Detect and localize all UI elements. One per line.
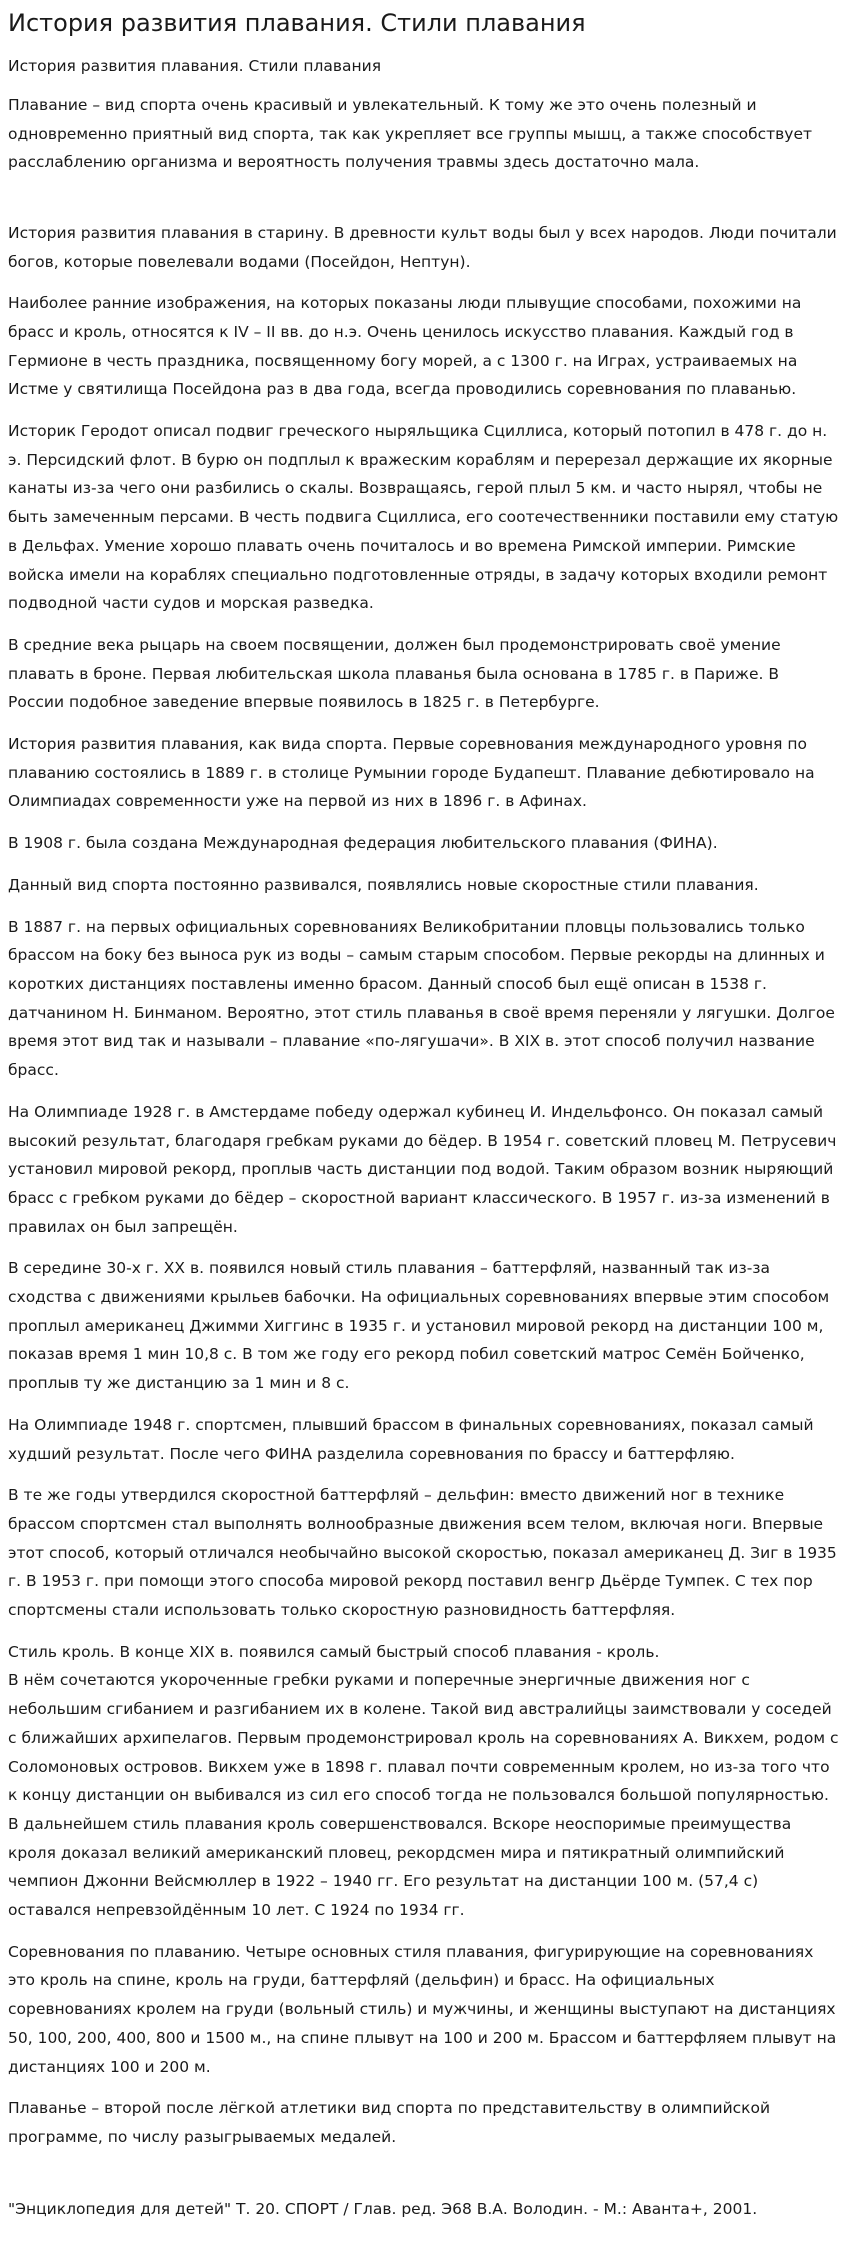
paragraph-ancient-history: История развития плавания в старину. В древности культ воды был у всех народов. Люди почитали богов, которые повелевали водами (Посейдон, Нептун). <box>8 223 837 271</box>
paragraph-olympics-1948: На Олимпиаде 1948 г. спортсмен, плывший брассом в финальных соревнованиях, показал самый худший результат. После чего ФИНА разделила соревнования по брассу и баттерфляю. <box>8 1415 814 1463</box>
paragraph-breaststroke: В 1887 г. на первых официальных соревнованиях Великобритании пловцы пользовались только брассом на боку без выноса рук из воды – самым старым способом. Первые рекорды на длинных и коротких дистанциях поставлены именно брасом. Данный способ был ещё описан в 1538 г. датчанином Н. Бинманом. Вероятно, этот стиль плаванья в своё время переняли у лягушки. Долгое время этот вид так и называли – плавание «по-лягушачи». В XIX в. этот способ получил название брасс. <box>8 917 835 1080</box>
paragraph-sport-history: История развития плавания, как вида спорта. Первые соревнования международного уровня по плаванию состоялись в 1889 г. в столице Румынии городе Будапешт. Плавание дебютировало на Олимпиадах современности уже на первой из них в 1896 г. в Афинах. <box>8 735 815 811</box>
paragraph-fina: В 1908 г. была создана Международная федерация любительского плавания (ФИНА). <box>8 834 718 853</box>
article-body <box>8 91 839 2152</box>
paragraph-new-styles: Данный вид спорта постоянно развивался, появлялись новые скоростные стили плавания. <box>8 875 759 894</box>
paragraph-dolphin: В те же годы утвердился скоростной баттерфляй – дельфин: вместо движений ног в технике брассом спортсмен стал выполнять волнообразные движения всем телом, включая ноги. Впервые этот способ, который отличался необычайно высокой скоростью, показал американец Д. Зиг в 1935 г. В 1953 г. при помощи этого способа мировой рекорд поставил венгр Дьёрде Тумпек. С тех пор спортсмены стали использовать только скоростную разновидность баттерфляя. <box>8 1486 837 1620</box>
paragraph-olympics-1928: На Олимпиаде 1928 г. в Амстердаме победу одержал кубинец И. Индельфонсо. Он показал самый высокий результат, благодаря гребкам руками до бёдер. В 1954 г. советский пловец М. Петрусевич установил мировой рекорд, проплыв часть дистанции под водой. Таким образом возник ныряющий брасс с гребком руками до бёдер – скоростной вариант классического. В 1957 г. из-за изменений в правилах он был запрещён. <box>8 1102 837 1236</box>
paragraph-herodotus: Историк Геродот описал подвиг греческого ныряльщика Сциллиса, который потопил в 478 г. до н. э. Персидский флот. В бурю он подплыл к вражеским кораблям и перерезал держащие их якорные канаты из-за чего они разбились о скалы. Возвращаясь, герой плыл 5 км. и часто нырял, чтобы не быть замеченным персами. В честь подвига Сциллиса, его соотечественники поставили ему статую в Дельфах. Умение хорошо плавать очень почиталось и во времена Римской империи. Римские войска имели на кораблях специально подготовленные отряды, в задачу которых входили ремонт подводной части судов и морская разведка. <box>8 422 839 613</box>
paragraph-earliest-images: Наиболее ранние изображения, на которых показаны люди плывущие способами, похожими на брасс и кроль, относятся к IV – II вв. до н.э. Очень ценилось искусство плавания. Каждый год в Гермионе в честь праздника, посвященному богу морей, а с 1300 г. на Играх, устраиваемых на Истме у святилища Посейдона раз в два года, всегда проводились соревнования по плаванью. <box>8 294 802 399</box>
page-title: История развития плавания. Стили плавания <box>8 9 586 37</box>
source-citation: "Энциклопедия для детей" Т. 20. СПОРТ / Глав. ред. Э68 В.А. Володин. - М.: Аванта+, 2001. <box>8 2200 758 2218</box>
paragraph-intro: Плавание – вид спорта очень красивый и увлекательный. К тому же это очень полезный и одновременно приятный вид спорта, так как укрепляет все группы мышц, а также способствует расслаблению организма и вероятность получения травмы здесь достаточно мала. <box>8 96 813 172</box>
paragraph-middle-ages: В средние века рыцарь на своем посвящении, должен был продемонстрировать своё умение плавать в броне. Первая любительская школа плаванья была основана в 1785 г. в Париже. В России подобное заведение впервые появилось в 1825 г. в Петербурге. <box>8 635 781 712</box>
paragraph-olympic-program: Плаванье – второй после лёгкой атлетики вид спорта по представительству в олимпийской программе, по числу разыгрываемых медалей. <box>8 2099 771 2146</box>
paragraph-crawl: Стиль кроль. В конце XIX в. появился самый быстрый способ плавания - кроль. В нём сочетаются укороченные гребки руками и поперечные энергичные движения ног с небольшим сгибанием и разгибанием их в колене. Такой вид австралийцы заимствовали у соседей с ближайших архипелагов. Первым продемонстрировал кроль на соревнованиях А. Викхем, родом с Соломоновых островов. Викхем уже в 1898 г. плавал почти современным кролем, но из-за того что к концу дистанции он выбивался из сил его способ тогда не пользовался большой популярностью. В дальнейшем стиль плавания кроль совершенствовался. Вскоре неоспоримые преимущества кроля доказал великий американский пловец, рекордсмен мира и пятикратный олимпийский чемпион Джонни Вейсмюллер в 1922 – 1940 гг. Его результат на дистанции 100 м. (57,4 с) оставался непревзойдённым 10 лет. С 1924 по 1934 гг. <box>8 1642 839 1920</box>
paragraph-butterfly: В середине 30-х г. XX в. появился новый стиль плавания – баттерфляй, названный так из-за сходства с движениями крыльев бабочки. На официальных соревнованиях впервые этим способом проплыл американец Джимми Хиггинс в 1935 г. и установил мировой рекорд на дистанции 100 м, показав время 1 мин 10,8 с. В том же году его рекорд побил советский матрос Семён Бойченко, проплыв ту же дистанцию за 1 мин и 8 с. <box>8 1259 830 1393</box>
page-subtitle: История развития плавания. Стили плавания <box>8 57 382 75</box>
paragraph-competitions: Соревнования по плаванию. Четыре основных стиля плавания, фигурирующие на соревнованиях это кроль на спине, кроль на груди, баттерфляй (дельфин) и брасс. На официальных соревнованиях кролем на груди (вольный стиль) и мужчины, и женщины выступают на дистанциях 50, 100, 200, 400, 800 и 1500 м., на спине плывут на 100 и 200 м. Брассом и баттерфляем плывут на дистанциях 100 и 200 м. <box>8 1942 837 2076</box>
